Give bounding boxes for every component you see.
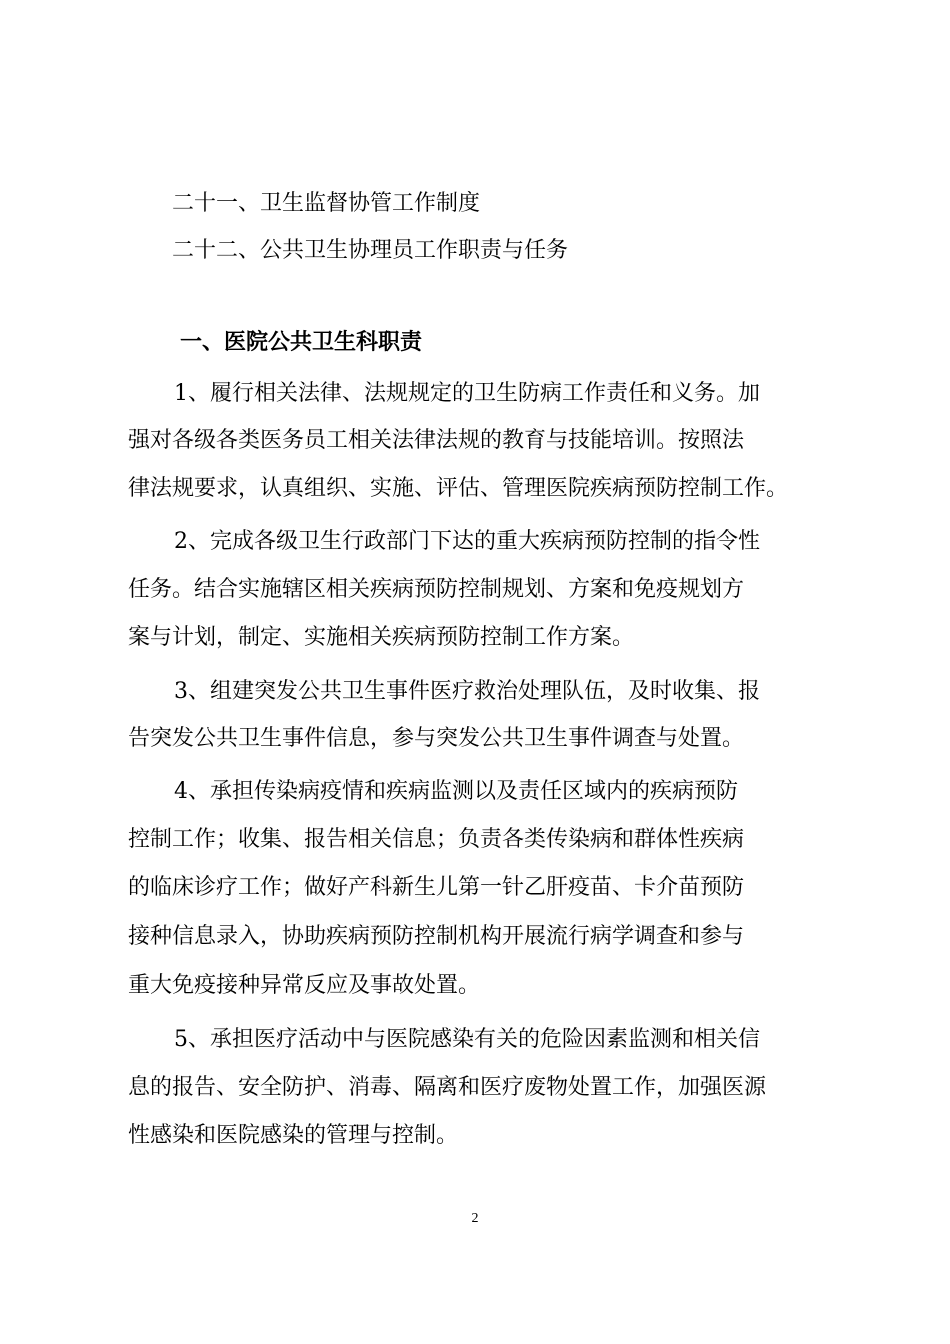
toc-item: 二十一、卫生监督协管工作制度	[172, 191, 481, 216]
paragraph-line: 的临床诊疗工作；做好产科新生儿第一针乙肝疫苗、卡介苗预防	[128, 875, 745, 900]
paragraph-line: 律法规要求，认真组织、实施、评估、管理医院疾病预防控制工作。	[128, 476, 789, 501]
paragraph-line: 性感染和医院感染的管理与控制。	[128, 1123, 459, 1148]
paragraph-line: 告突发公共卫生事件信息，参与突发公共卫生事件调查与处置。	[128, 726, 745, 751]
section-heading: 一、医院公共卫生科职责	[180, 330, 423, 355]
paragraph-line: 3、组建突发公共卫生事件医疗救治处理队伍，及时收集、报	[174, 679, 760, 704]
paragraph-line: 5、承担医疗活动中与医院感染有关的危险因素监测和相关信	[174, 1027, 760, 1052]
paragraph-line: 1、履行相关法律、法规规定的卫生防病工作责任和义务。加	[174, 381, 760, 406]
toc-item: 二十二、公共卫生协理员工作职责与任务	[172, 238, 569, 263]
paragraph-line: 4、承担传染病疫情和疾病监测以及责任区域内的疾病预防	[174, 779, 738, 804]
paragraph-line: 重大免疫接种异常反应及事故处置。	[128, 973, 481, 998]
paragraph-line: 任务。结合实施辖区相关疾病预防控制规划、方案和免疫规划方	[128, 577, 745, 602]
paragraph-line: 案与计划，制定、实施相关疾病预防控制工作方案。	[128, 625, 635, 650]
paragraph-line: 控制工作；收集、报告相关信息；负责各类传染病和群体性疾病	[128, 827, 745, 852]
paragraph-line: 2、完成各级卫生行政部门下达的重大疾病预防控制的指令性	[174, 529, 760, 554]
paragraph-line: 息的报告、安全防护、消毒、隔离和医疗废物处置工作，加强医源	[128, 1075, 767, 1100]
page-number: 2	[471, 1211, 479, 1226]
paragraph-line: 接种信息录入，协助疾病预防控制机构开展流行病学调查和参与	[128, 924, 745, 949]
paragraph-line: 强对各级各类医务员工相关法律法规的教育与技能培训。按照法	[128, 428, 745, 453]
